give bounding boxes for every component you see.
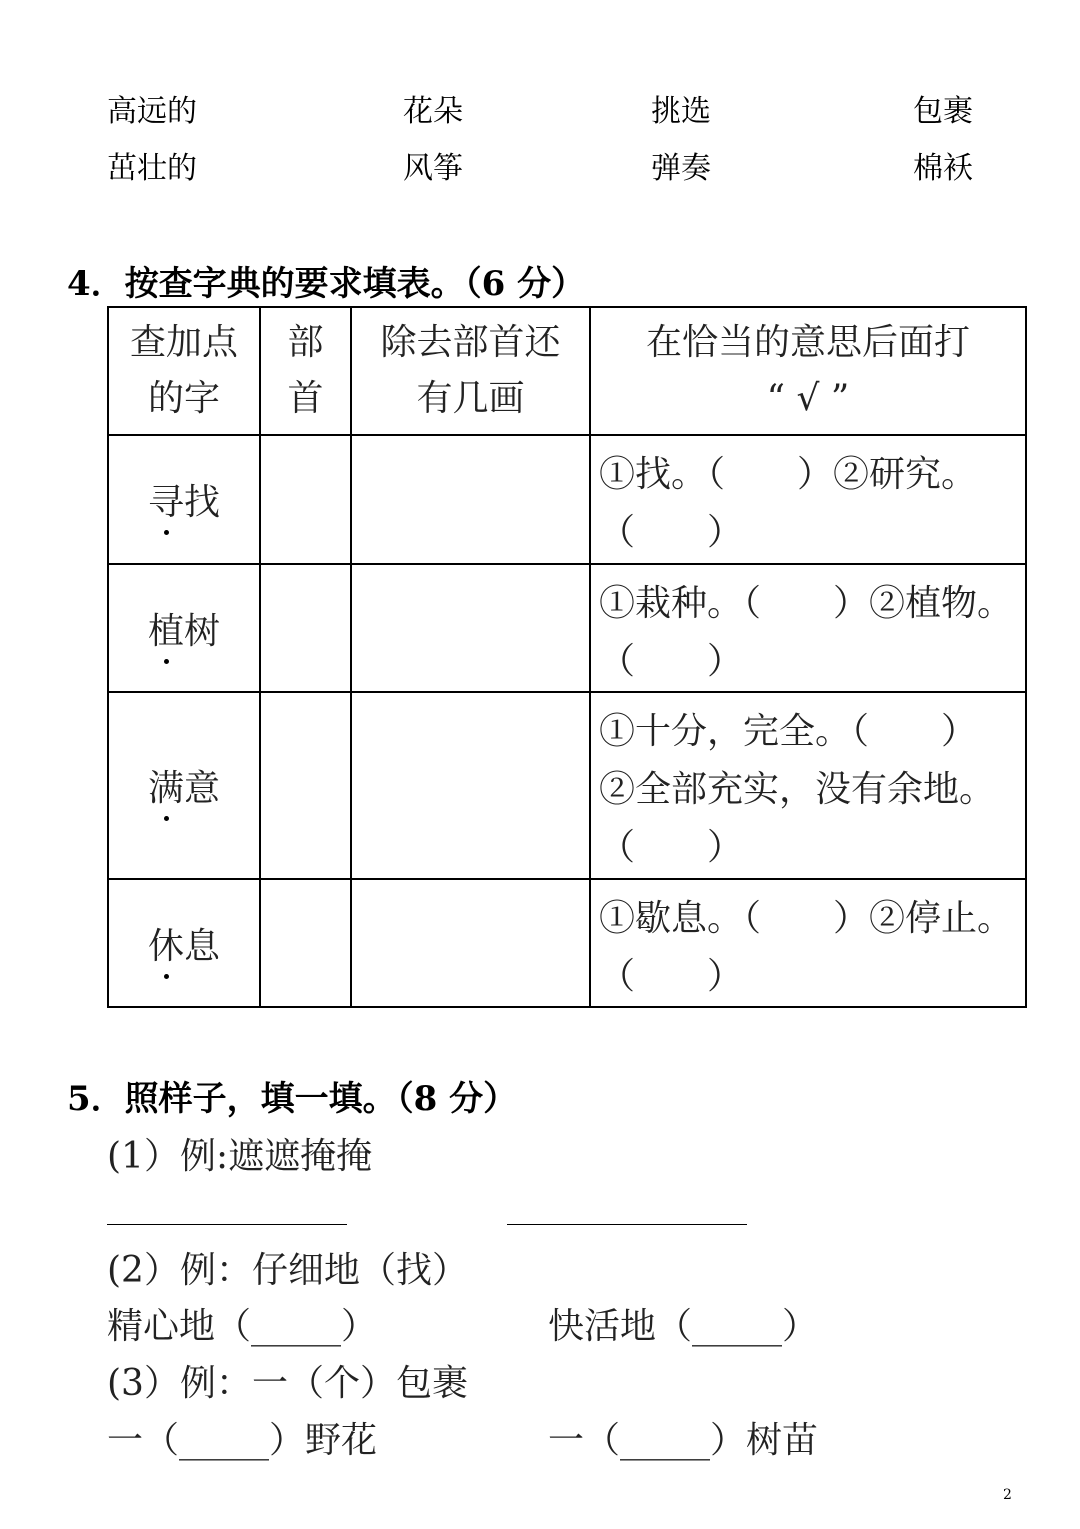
header-radical-line2: 首 (287, 378, 324, 419)
header-char-line2: 的字 (147, 378, 220, 419)
row-word (108, 435, 260, 564)
q5-part1-example: (1）例:遮遮掩掩 (107, 1136, 373, 1177)
meaning-line: （ ） (599, 956, 744, 997)
word-row2-1: 茁壮的 (107, 151, 197, 186)
table-row (108, 435, 1026, 564)
table-row (108, 564, 1026, 692)
meaning-line: （ ） (599, 827, 744, 868)
q5-title: 5．照样子，填一填。（8 分） (67, 1079, 518, 1119)
page-number: 2 (1003, 1487, 1012, 1503)
q5-part1-answer-line-1[interactable] (107, 1224, 347, 1225)
header-strokes (351, 307, 590, 435)
word-row1-2: 花朵 (403, 94, 463, 129)
row-word (108, 564, 260, 692)
header-strokes-line2: 有几画 (416, 378, 525, 419)
meaning-line: ①栽种。（ ）②植物。 (599, 583, 1014, 624)
header-meaning-line2: “ √ ” (766, 378, 850, 419)
strokes-answer-cell[interactable] (351, 564, 590, 692)
header-radical (260, 307, 351, 435)
strokes-answer-cell[interactable] (351, 692, 590, 879)
meaning-line: （ ） (599, 641, 744, 682)
q5-part2-blank-b[interactable]: 快活地（_____） (548, 1306, 819, 1347)
meaning-line: ②全部充实，没有余地。 (599, 769, 996, 810)
dotted-char: 休 (148, 918, 184, 969)
q5-part3-blank-b[interactable]: 一（_____）树苗 (548, 1420, 819, 1461)
meaning-cell[interactable] (590, 692, 1026, 879)
meaning-cell[interactable] (590, 879, 1026, 1007)
meaning-line: ①歇息。（ ）②停止。 (599, 898, 1014, 939)
header-meaning (590, 307, 1026, 435)
dotted-char: 植 (148, 603, 184, 654)
row-word-rest: 找 (184, 482, 221, 523)
dotted-char: 寻 (148, 474, 184, 525)
row-word (108, 692, 260, 879)
strokes-answer-cell[interactable] (351, 879, 590, 1007)
meaning-line: ①十分，完全。（ ） (599, 711, 978, 752)
row-word (108, 879, 260, 1007)
table-row (108, 692, 1026, 879)
word-row2-4: 棉袄 (913, 151, 973, 186)
row-word-rest: 树 (184, 610, 221, 652)
dictionary-table (107, 306, 1027, 1008)
meaning-cell[interactable] (590, 435, 1026, 564)
table-header-row (108, 307, 1026, 435)
q5-part3-example: (3）例：一（个）包裹 (107, 1363, 468, 1404)
word-row1-4: 包裹 (913, 94, 973, 129)
q5-part2-example: (2）例：仔细地（找） (107, 1250, 468, 1291)
meaning-cell[interactable] (590, 564, 1026, 692)
word-row2-2: 风筝 (403, 151, 463, 186)
radical-answer-cell[interactable] (260, 435, 351, 564)
header-char (108, 307, 260, 435)
strokes-answer-cell[interactable] (351, 435, 590, 564)
radical-answer-cell[interactable] (260, 879, 351, 1007)
row-word-rest: 息 (184, 925, 221, 967)
word-row2-3: 弹奏 (651, 151, 711, 186)
meaning-line: （ ） (599, 512, 744, 553)
radical-answer-cell[interactable] (260, 692, 351, 879)
header-char-line1: 查加点 (129, 322, 238, 363)
row-word-rest: 意 (184, 768, 221, 809)
word-row1-1: 高远的 (107, 94, 197, 129)
header-meaning-line1: 在恰当的意思后面打 (645, 322, 970, 363)
radical-answer-cell[interactable] (260, 564, 351, 692)
dotted-char: 满 (148, 760, 184, 811)
word-row1-3: 挑选 (651, 94, 711, 129)
q4-title: 4．按查字典的要求填表。（6 分） (67, 264, 586, 304)
q5-part2-blank-a[interactable]: 精心地（_____） (107, 1306, 378, 1347)
header-radical-line1: 部 (287, 322, 324, 363)
header-strokes-line1: 除去部首还 (380, 322, 561, 363)
meaning-line: ①找。（ ）②研究。 (599, 454, 978, 495)
table-row (108, 879, 1026, 1007)
q5-part3-blank-a[interactable]: 一（_____）野花 (107, 1420, 378, 1461)
q5-part1-answer-line-2[interactable] (507, 1224, 747, 1225)
